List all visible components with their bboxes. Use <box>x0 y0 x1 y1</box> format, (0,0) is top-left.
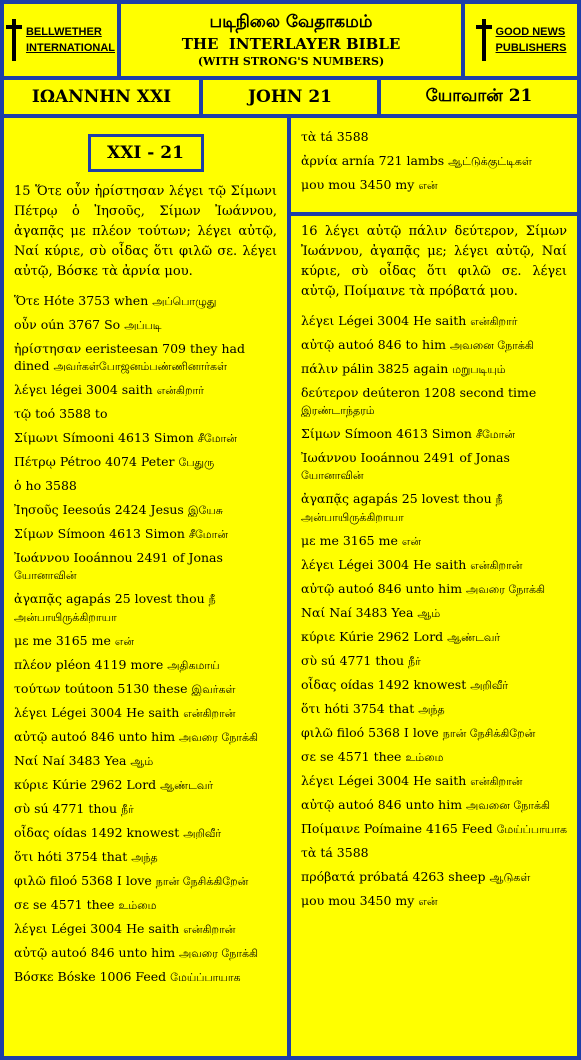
word-entry <box>14 896 277 914</box>
word-entry <box>301 892 567 910</box>
translit-strong-english: Légei 3004 He saith <box>338 773 467 788</box>
word-entry <box>301 490 567 526</box>
tamil-gloss: அவரை நோக்கி <box>179 731 259 744</box>
word-entry <box>301 449 567 484</box>
translit-strong-english: Kúrie 2962 Lord <box>339 629 444 644</box>
translit-strong-english: hóti 3754 that <box>324 701 415 716</box>
word-entry <box>301 652 567 670</box>
greek-word: κύριε <box>301 629 336 644</box>
greek-word: λέγει <box>14 382 48 397</box>
word-entry <box>301 580 567 598</box>
greek-word: δεύτερον <box>301 385 359 400</box>
page-subtitle: (WITH STRONG'S NUMBERS) <box>197 55 385 68</box>
word-entry <box>14 590 277 626</box>
good-news-logo-text: GOOD NEWS PUBLISHERS <box>495 26 567 54</box>
greek-word: Σίμων <box>301 426 341 441</box>
translit-strong-english: agapás 25 lovest thou <box>66 591 205 606</box>
word-entry <box>301 724 567 742</box>
word-entry <box>14 549 277 584</box>
right-word-list <box>301 312 567 910</box>
tamil-gloss: என்கிறான் <box>470 775 523 788</box>
word-entry <box>14 800 277 818</box>
word-entry <box>14 405 277 423</box>
header-title-box <box>121 4 461 76</box>
word-entry <box>14 632 277 650</box>
tamil-gloss: சீமோன் <box>197 432 237 445</box>
word-entry <box>14 944 277 962</box>
word-entry <box>14 920 277 938</box>
greek-word: ἀγαπᾷς <box>14 591 63 606</box>
word-entry <box>301 820 567 838</box>
greek-word: λέγει <box>14 705 48 720</box>
translit-strong-english: Ieesoús 2424 Jesus <box>62 502 184 517</box>
translit-strong-english: autoó 846 unto him <box>51 945 176 960</box>
greek-word: σὺ <box>301 653 318 668</box>
translit-strong-english: pléon 4119 more <box>55 657 164 672</box>
translit-strong-english: tá 3588 <box>320 845 369 860</box>
right-top-column <box>291 118 577 212</box>
tamil-gloss: என்கிறார் <box>470 315 518 328</box>
translit-strong-english: eeristeesan 709 they had dined <box>14 341 245 373</box>
tamil-gloss: என்கிறான் <box>183 707 236 720</box>
greek-word: σε <box>301 749 317 764</box>
translit-strong-english: toó 3588 to <box>35 406 108 421</box>
tamil-gloss: மறுபடியும் <box>452 363 506 376</box>
greek-word: αὐτῷ <box>301 337 335 352</box>
greek-word: πλέον <box>14 657 52 672</box>
translit-strong-english: sú 4771 thou <box>34 801 117 816</box>
word-entry <box>14 968 277 986</box>
greek-word: Ἰησοῦς <box>14 502 59 517</box>
greek-word: λέγει <box>14 921 48 936</box>
translit-strong-english: oún 3767 So <box>40 317 121 332</box>
word-entry <box>14 848 277 866</box>
greek-word: φιλῶ <box>14 873 46 888</box>
tamil-gloss: அறிவீர் <box>470 679 509 692</box>
translit-strong-english: arnía 721 lambs <box>341 153 445 168</box>
tamil-gloss: என்கிறான் <box>470 559 523 572</box>
tamil-gloss: சீமோன் <box>188 528 229 541</box>
ref-tamil: யோவான் 21 <box>381 80 577 114</box>
tamil-gloss: பேதுரு <box>178 456 215 469</box>
translit-strong-english: Naí 3483 Yea <box>329 605 414 620</box>
word-entry <box>14 477 277 495</box>
greek-word: τῷ <box>14 406 32 421</box>
tamil-gloss: நீர் <box>407 655 421 668</box>
word-entry <box>301 176 567 194</box>
left-word-list <box>14 292 277 986</box>
translit-strong-english: filoó 5368 I love <box>336 725 439 740</box>
word-entry <box>301 360 567 378</box>
greek-word: λέγει <box>301 557 335 572</box>
tamil-gloss: நீ அன்பாயிருக்கிறாயா <box>14 593 216 624</box>
bellwether-logo-text: BELLWETHER INTERNATIONAL <box>25 26 115 54</box>
tamil-gloss: யோனாவின் <box>14 569 77 582</box>
greek-word: οὖν <box>14 317 37 332</box>
chapter-label: XXI - 21 <box>88 134 204 172</box>
greek-word: Ναί <box>301 605 326 620</box>
translit-strong-english: Símooni 4613 Simon <box>62 430 194 445</box>
greek-word: με <box>301 533 316 548</box>
word-entry <box>14 429 277 447</box>
greek-word: τὰ <box>301 845 317 860</box>
ref-english: JOHN 21 <box>203 80 377 114</box>
tamil-gloss: அதிகமாய் <box>167 659 220 672</box>
greek-word: Ἰωάννου <box>14 550 70 565</box>
tamil-gloss: அறிவீர் <box>183 827 222 840</box>
tamil-gloss: அவரை நோக்கி <box>179 947 259 960</box>
word-entry <box>14 525 277 543</box>
greek-word: ὁ <box>14 478 22 493</box>
translit-strong-english: pálin 3825 again <box>342 361 449 376</box>
verse-16-text: 16 λέγει αὐτῷ πάλιν δεύτερον, Σίμων Ἰωάννου, ἀγαπᾷς με; λέγει αὐτῷ, Ναί κύριε, σὺ οἶδας ὅτι φιλῶ σε. λέγει αὐτῷ, Ποίμαινε τὰ πρόβατά μου. <box>301 224 567 299</box>
word-entry <box>301 384 567 419</box>
tamil-gloss: அவர்கள்போஜனம்பண்ணினார்கள் <box>53 360 227 373</box>
greek-word: Ποίμαινε <box>301 821 360 836</box>
greek-word: ἀγαπᾷς <box>301 491 350 506</box>
tamil-gloss: இவர்கள் <box>191 683 236 696</box>
tamil-gloss: என் <box>418 179 438 192</box>
tamil-gloss: என்கிறார் <box>156 384 204 397</box>
tamil-gloss: அந்த <box>131 851 158 864</box>
word-entry <box>14 752 277 770</box>
word-entry <box>14 656 277 674</box>
bellwether-logo <box>4 4 117 76</box>
tamil-gloss: நான் நேசிக்கிறேன் <box>155 875 249 888</box>
word-entry <box>301 772 567 790</box>
tamil-gloss: ஆடுகள் <box>489 871 531 884</box>
translit-strong-english: Símoon 4613 Simon <box>57 526 185 541</box>
right-column <box>291 216 577 1056</box>
translit-strong-english: Pétroo 4074 Peter <box>59 454 175 469</box>
translit-strong-english: mou 3450 my <box>328 893 415 908</box>
greek-word: αὐτῷ <box>301 797 335 812</box>
greek-word: πρόβατά <box>301 869 356 884</box>
greek-word: λέγει <box>301 773 335 788</box>
translit-strong-english: oídas 1492 knowest <box>340 677 467 692</box>
translit-strong-english: deúteron 1208 second time <box>362 385 537 400</box>
word-entry <box>301 152 567 170</box>
tamil-gloss: நான் நேசிக்கிறேன் <box>442 727 536 740</box>
word-entry <box>301 556 567 574</box>
word-entry <box>14 340 277 375</box>
translit-strong-english: próbatá 4263 sheep <box>359 869 486 884</box>
translit-strong-english: autoó 846 to him <box>338 337 446 352</box>
tamil-gloss: இரண்டாந்தரம் <box>301 404 375 417</box>
tamil-gloss: அவனை நோக்கி <box>466 799 551 812</box>
word-entry <box>14 292 277 310</box>
tamil-gloss: மேய்ப்பாயாக <box>496 823 568 836</box>
translit-strong-english: toútoon 5130 these <box>64 681 188 696</box>
translit-strong-english: hóti 3754 that <box>37 849 128 864</box>
tamil-gloss: உம்மை <box>405 751 444 764</box>
left-column <box>4 118 287 1056</box>
greek-word: Ὅτε <box>14 293 40 308</box>
word-entry <box>301 425 567 443</box>
translit-strong-english: Poímaine 4165 Feed <box>363 821 493 836</box>
word-entry <box>301 844 567 862</box>
tamil-gloss: ஆட்டுக்குட்டிகள் <box>448 155 532 168</box>
translit-strong-english: autoó 846 unto him <box>338 797 463 812</box>
greek-word: Ἰωάννου <box>301 450 357 465</box>
tamil-gloss: அவனை நோக்கி <box>449 339 534 352</box>
tamil-gloss: அப்படி <box>124 319 162 332</box>
verse-15-text: 15 Ὅτε οὖν ἠρίστησαν λέγει τῷ Σίμωνι Πέτρῳ ὁ Ἰησοῦς, Σίμων Ἰωάννου, ἀγαπᾷς με πλέον τούτων; λέγει αὐτῷ, Ναί κύριε, σὺ οἶδας ὅτι φιλῶ σε. λέγει αὐτῷ, Βόσκε τὰ ἀρνία μου. <box>14 184 277 279</box>
tamil-gloss: உம்மை <box>118 899 157 912</box>
greek-word: μου <box>301 177 325 192</box>
greek-word: οἶδας <box>301 677 337 692</box>
ref-greek: ΙΩΑΝΝΗΝ XXI <box>4 80 199 114</box>
greek-word: ἀρνία <box>301 153 338 168</box>
translit-strong-english: filoó 5368 I love <box>49 873 152 888</box>
word-entry <box>301 336 567 354</box>
tamil-gloss: இயேசு <box>187 504 223 517</box>
greek-word: τὰ <box>301 129 317 144</box>
tamil-gloss: என் <box>114 635 135 648</box>
translit-strong-english: Iooánnou 2491 of Jonas <box>360 450 510 465</box>
tamil-gloss: நீ அன்பாயிருக்கிறாயா <box>301 493 503 524</box>
translit-strong-english: me 3165 me <box>32 633 111 648</box>
right-top-word-list <box>301 128 567 194</box>
word-entry <box>14 704 277 722</box>
tamil-gloss: மேய்ப்பாயாக <box>170 971 241 984</box>
greek-word: ὅτι <box>14 849 34 864</box>
greek-word: με <box>14 633 29 648</box>
greek-word: μου <box>301 893 325 908</box>
greek-word: Σίμωνι <box>14 430 59 445</box>
word-entry <box>301 748 567 766</box>
translit-strong-english: légei 3004 saith <box>51 382 153 397</box>
tamil-gloss: என் <box>418 895 438 908</box>
greek-word: Ναί <box>14 753 39 768</box>
tamil-gloss: அவரை நோக்கி <box>466 583 546 596</box>
translit-strong-english: oídas 1492 knowest <box>53 825 180 840</box>
word-entry <box>301 628 567 646</box>
word-entry <box>14 776 277 794</box>
tamil-gloss: ஆம் <box>417 607 441 620</box>
translit-strong-english: Légei 3004 He saith <box>338 313 467 328</box>
word-entry <box>14 824 277 842</box>
translit-strong-english: mou 3450 my <box>328 177 415 192</box>
bellwether-logo-mark <box>6 19 22 61</box>
tamil-gloss: யோனாவின் <box>301 469 364 482</box>
translit-strong-english: Símoon 4613 Simon <box>344 426 472 441</box>
word-entry <box>14 501 277 519</box>
word-entry <box>301 312 567 330</box>
greek-word: αὐτῷ <box>301 581 335 596</box>
word-entry <box>14 680 277 698</box>
translit-strong-english: autoó 846 unto him <box>51 729 176 744</box>
greek-word: σε <box>14 897 30 912</box>
title-tamil: படிநிலை வேதாகமம் <box>209 12 373 32</box>
translit-strong-english: autoó 846 unto him <box>338 581 463 596</box>
greek-word: αὐτῷ <box>14 729 48 744</box>
word-entry <box>14 316 277 334</box>
translit-strong-english: Kúrie 2962 Lord <box>52 777 157 792</box>
word-entry <box>14 872 277 890</box>
word-entry <box>301 532 567 550</box>
tamil-gloss: சீமோன் <box>475 428 516 441</box>
tamil-gloss: அந்த <box>418 703 445 716</box>
translit-strong-english: Bóske 1006 Feed <box>57 969 167 984</box>
tamil-gloss: அப்பொழுது <box>152 295 217 308</box>
translit-strong-english: Naí 3483 Yea <box>42 753 127 768</box>
greek-word: λέγει <box>301 313 335 328</box>
word-entry <box>301 868 567 886</box>
good-news-logo-mark <box>476 19 492 61</box>
translit-strong-english: Hóte 3753 when <box>43 293 149 308</box>
greek-word: τούτων <box>14 681 61 696</box>
greek-word: οἶδας <box>14 825 50 840</box>
page-title: THE INTERLAYER BIBLE <box>181 35 401 53</box>
word-entry <box>301 700 567 718</box>
greek-word: ἠρίστησαν <box>14 341 82 356</box>
translit-strong-english: ho 3588 <box>25 478 77 493</box>
translit-strong-english: agapás 25 lovest thou <box>353 491 492 506</box>
greek-word: Πέτρῳ <box>14 454 56 469</box>
good-news-logo <box>465 4 577 76</box>
tamil-gloss: என் <box>401 535 422 548</box>
greek-word: κύριε <box>14 777 49 792</box>
greek-word: Σίμων <box>14 526 54 541</box>
translit-strong-english: me 3165 me <box>319 533 398 548</box>
greek-word: ὅτι <box>301 701 321 716</box>
tamil-gloss: ஆண்டவர் <box>160 779 214 792</box>
translit-strong-english: sú 4771 thou <box>321 653 404 668</box>
translit-strong-english: tá 3588 <box>320 129 369 144</box>
tamil-gloss: நீர் <box>120 803 134 816</box>
word-entry <box>301 676 567 694</box>
translit-strong-english: se 4571 thee <box>33 897 115 912</box>
greek-word: φιλῶ <box>301 725 333 740</box>
word-entry <box>14 381 277 399</box>
translit-strong-english: Légei 3004 He saith <box>51 921 180 936</box>
translit-strong-english: Légei 3004 He saith <box>51 705 180 720</box>
translit-strong-english: Légei 3004 He saith <box>338 557 467 572</box>
tamil-gloss: என்கிறான் <box>183 923 236 936</box>
word-entry <box>14 728 277 746</box>
word-entry <box>301 796 567 814</box>
translit-strong-english: se 4571 thee <box>320 749 402 764</box>
word-entry <box>301 604 567 622</box>
greek-word: σὺ <box>14 801 31 816</box>
word-entry <box>301 128 567 146</box>
greek-word: Βόσκε <box>14 969 54 984</box>
word-entry <box>14 453 277 471</box>
greek-word: πάλιν <box>301 361 339 376</box>
greek-word: αὐτῷ <box>14 945 48 960</box>
tamil-gloss: ஆம் <box>130 755 154 768</box>
translit-strong-english: Iooánnou 2491 of Jonas <box>73 550 223 565</box>
tamil-gloss: ஆண்டவர் <box>447 631 501 644</box>
